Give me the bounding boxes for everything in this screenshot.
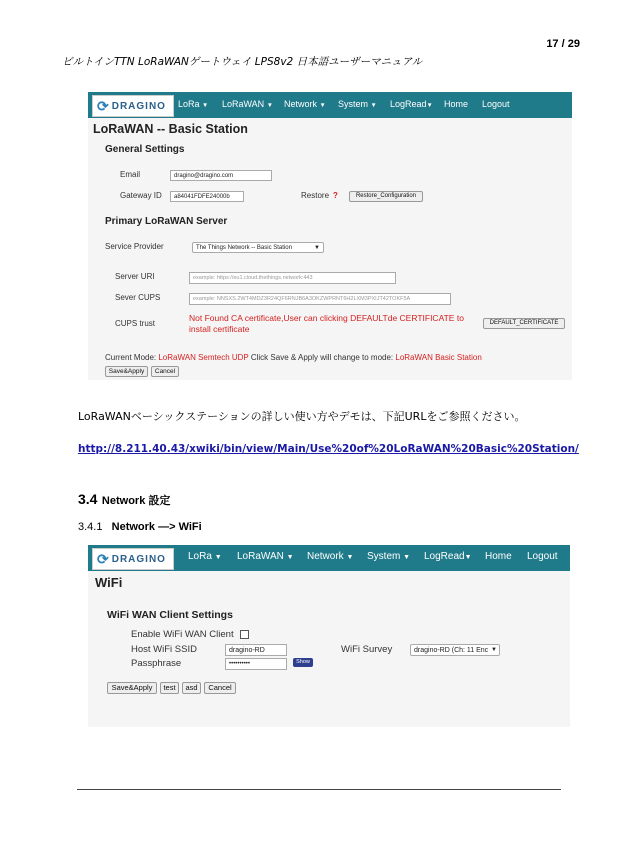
caret-down-icon: ▼ <box>286 554 294 561</box>
server-cups-label: Sever CUPS <box>115 293 161 302</box>
server-cups-input[interactable]: example: NNSXS.2WT4MDZ3R24QF6RNJB6A3OKZWPRNT6H2LXM3PXIJT42TOKF5A <box>189 293 451 305</box>
gateway-id-label: Gateway ID <box>120 191 162 200</box>
subsection-heading: 3.4.1 Network —> WiFi <box>78 521 202 533</box>
nav-logout[interactable]: Logout <box>482 99 510 109</box>
reference-link[interactable]: http://8.211.40.43/xwiki/bin/view/Main/Use%20of%20LoRaWAN%20Basic%20Station/ <box>78 443 579 455</box>
cups-trust-message-line-1: Not Found CA certificate,User can clicking DEFAULTde CERTIFICATE to <box>189 313 464 323</box>
dragino-logo: ⟳ DRAGINO <box>92 95 174 117</box>
service-provider-label: Service Provider <box>105 242 164 251</box>
caret-down-icon: ▼ <box>464 554 472 561</box>
server-uri-label: Server URI <box>115 272 155 281</box>
service-provider-select[interactable]: The Things Network -- Basic Station ▼ <box>192 242 324 253</box>
select-chevron-icon: ▼ <box>314 245 320 251</box>
dragino-logo-icon: ⟳ <box>97 550 109 567</box>
enable-wifi-checkbox[interactable] <box>240 630 249 639</box>
host-ssid-label: Host WiFi SSID <box>131 644 197 655</box>
default-certificate-button[interactable]: DEFAULT_CERTIFICATE <box>483 318 565 329</box>
nav-lorawan[interactable]: LoRaWAN ▼ <box>222 99 273 109</box>
test-button[interactable]: test <box>160 682 179 694</box>
primary-server-heading: Primary LoRaWAN Server <box>105 216 228 227</box>
caret-down-icon: ▼ <box>202 102 209 109</box>
page-number: 17 / 29 <box>546 38 580 50</box>
document-title: ビルトインTTN LoRaWANゲートウェイ LPS8v2 日本語ユーザーマニュアル <box>62 56 423 68</box>
restore-configuration-button[interactable]: Restore_Configuration <box>349 191 423 202</box>
cups-trust-label: CUPS trust <box>115 319 156 328</box>
asd-button[interactable]: asd <box>182 682 201 694</box>
caret-down-icon: ▼ <box>346 554 354 561</box>
nav-home[interactable]: Home <box>444 99 469 109</box>
page-title: WiFi <box>95 575 123 590</box>
server-uri-input[interactable]: example: https://eu1.cloud.thethings.network:443 <box>189 272 396 284</box>
screenshot-wifi <box>88 545 570 727</box>
cancel-button[interactable]: Cancel <box>204 682 236 694</box>
nav-home[interactable]: Home <box>485 551 512 562</box>
restore-label: Restore <box>301 191 330 200</box>
nav-system[interactable]: System ▼ <box>367 551 411 562</box>
wifi-survey-select[interactable]: dragino-RD (Ch: 11 Enc ▼ <box>410 644 500 656</box>
general-settings-heading: General Settings <box>105 144 185 155</box>
select-chevron-icon: ▼ <box>491 645 497 656</box>
navbar <box>88 545 570 571</box>
cancel-button[interactable]: Cancel <box>151 366 179 377</box>
dragino-logo: ⟳ DRAGINO <box>92 548 174 570</box>
cups-trust-message-line-2: install certificate <box>189 324 250 334</box>
passphrase-label: Passphrase <box>131 658 182 669</box>
body-paragraph: LoRaWANベーシックステーションの詳しい使い方やデモは、下記URLをご参照ください。 <box>78 410 526 423</box>
wifi-client-heading: WiFi WAN Client Settings <box>107 609 233 621</box>
help-icon: ? <box>333 191 338 200</box>
email-label: Email <box>120 170 141 179</box>
save-apply-button[interactable]: Save&Apply <box>105 366 148 377</box>
email-input[interactable]: dragino@dragino.com <box>170 170 272 181</box>
caret-down-icon: ▼ <box>214 554 222 561</box>
nav-network[interactable]: Network ▼ <box>307 551 354 562</box>
nav-lora[interactable]: LoRa ▼ <box>178 99 209 109</box>
nav-logread[interactable]: LogRead▼ <box>424 551 472 562</box>
caret-down-icon: ▼ <box>403 554 411 561</box>
nav-logout[interactable]: Logout <box>527 551 558 562</box>
caret-down-icon: ▼ <box>266 102 273 109</box>
enable-wifi-label: Enable WiFi WAN Client <box>131 629 249 640</box>
show-password-button[interactable]: Show <box>293 658 313 667</box>
page-title: LoRaWAN -- Basic Station <box>93 122 248 136</box>
nav-network[interactable]: Network ▼ <box>284 99 326 109</box>
current-mode-text: Current Mode: LoRaWAN Semtech UDP Click Save & Apply will change to mode: LoRaWAN Basic Station <box>105 353 482 362</box>
passphrase-input[interactable]: •••••••••• <box>225 658 287 670</box>
caret-down-icon: ▼ <box>319 102 326 109</box>
footer-divider <box>77 789 561 790</box>
nav-lorawan[interactable]: LoRaWAN ▼ <box>237 551 294 562</box>
wifi-survey-label: WiFi Survey <box>341 644 393 655</box>
caret-down-icon: ▼ <box>370 102 377 109</box>
caret-down-icon: ▼ <box>426 102 433 109</box>
nav-system[interactable]: System ▼ <box>338 99 377 109</box>
save-apply-button[interactable]: Save&Apply <box>107 682 157 694</box>
section-heading: 3.4 Network 設定 <box>78 491 171 507</box>
nav-lora[interactable]: LoRa ▼ <box>188 551 222 562</box>
nav-logread[interactable]: LogRead▼ <box>390 99 433 109</box>
navbar <box>88 92 572 118</box>
gateway-id-input[interactable]: a84041FDFE24000b <box>170 191 244 202</box>
screenshot-basic-station <box>88 92 572 380</box>
dragino-logo-icon: ⟳ <box>97 97 109 114</box>
host-ssid-input[interactable]: dragino-RD <box>225 644 287 656</box>
